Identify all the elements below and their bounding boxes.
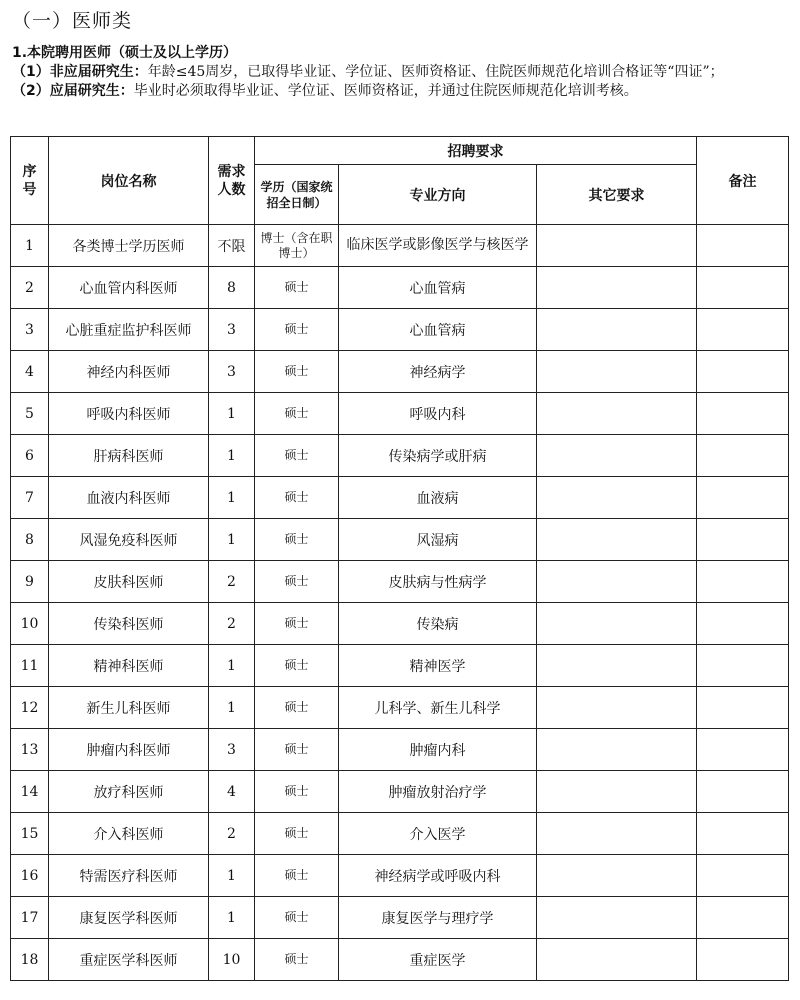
cell-other — [537, 435, 697, 477]
cell-other — [537, 687, 697, 729]
table-row — [11, 351, 789, 393]
cell-remark — [697, 855, 789, 897]
cell-count: 不限 — [209, 225, 255, 267]
intro-block — [12, 44, 792, 101]
cell-seq: 14 — [11, 771, 49, 813]
cell-remark — [697, 729, 789, 771]
cell-post: 心脏重症监护科医师 — [49, 309, 209, 351]
cell-major: 呼吸内科 — [339, 393, 537, 435]
cell-major: 血液病 — [339, 477, 537, 519]
cell-other — [537, 645, 697, 687]
cell-remark — [697, 897, 789, 939]
table-row — [11, 561, 789, 603]
header-post: 岗位名称 — [49, 137, 209, 225]
cell-other — [537, 561, 697, 603]
cell-seq: 1 — [11, 225, 49, 267]
subtitle: 1.本院聘用医师（硕士及以上学历） — [12, 45, 238, 61]
header-edu: 学历（国家统招全日制） — [255, 165, 339, 225]
table-row — [11, 225, 789, 267]
cell-edu: 硕士 — [255, 309, 339, 351]
cell-other — [537, 267, 697, 309]
cell-major: 重症医学 — [339, 939, 537, 981]
table-row — [11, 813, 789, 855]
cell-seq: 13 — [11, 729, 49, 771]
cell-edu: 硕士 — [255, 477, 339, 519]
cell-post: 放疗科医师 — [49, 771, 209, 813]
cell-remark — [697, 603, 789, 645]
cell-remark — [697, 687, 789, 729]
cell-remark — [697, 309, 789, 351]
cell-major: 心血管病 — [339, 267, 537, 309]
cell-count: 1 — [209, 477, 255, 519]
cell-edu: 硕士 — [255, 813, 339, 855]
cell-edu: 硕士 — [255, 939, 339, 981]
section-title: （一）医师类 — [12, 10, 133, 32]
para-1-label: （1）非应届研究生： — [12, 64, 148, 80]
cell-post: 肿瘤内科医师 — [49, 729, 209, 771]
cell-edu: 硕士 — [255, 561, 339, 603]
cell-seq: 16 — [11, 855, 49, 897]
cell-remark — [697, 393, 789, 435]
cell-major: 康复医学与理疗学 — [339, 897, 537, 939]
table-row — [11, 771, 789, 813]
cell-post: 精神科医师 — [49, 645, 209, 687]
cell-edu: 硕士 — [255, 855, 339, 897]
table-row — [11, 939, 789, 981]
cell-remark — [697, 225, 789, 267]
cell-remark — [697, 435, 789, 477]
cell-other — [537, 813, 697, 855]
cell-edu: 硕士 — [255, 393, 339, 435]
cell-edu: 博士（含在职博士） — [255, 225, 339, 267]
header-other: 其它要求 — [537, 165, 697, 225]
cell-post: 肝病科医师 — [49, 435, 209, 477]
cell-remark — [697, 561, 789, 603]
cell-other — [537, 939, 697, 981]
header-major: 专业方向 — [339, 165, 537, 225]
cell-major: 临床医学或影像医学与核医学 — [339, 225, 537, 267]
cell-other — [537, 309, 697, 351]
cell-other — [537, 897, 697, 939]
table-row — [11, 435, 789, 477]
cell-edu: 硕士 — [255, 435, 339, 477]
cell-post: 皮肤科医师 — [49, 561, 209, 603]
cell-edu: 硕士 — [255, 771, 339, 813]
cell-major: 介入医学 — [339, 813, 537, 855]
cell-major: 传染病学或肝病 — [339, 435, 537, 477]
table-row — [11, 645, 789, 687]
cell-major: 皮肤病与性病学 — [339, 561, 537, 603]
header-seq: 序号 — [11, 137, 49, 225]
cell-major: 风湿病 — [339, 519, 537, 561]
cell-seq: 5 — [11, 393, 49, 435]
para-2-label: （2）应届研究生： — [12, 83, 134, 99]
cell-seq: 11 — [11, 645, 49, 687]
table-row — [11, 603, 789, 645]
cell-count: 1 — [209, 645, 255, 687]
cell-count: 3 — [209, 309, 255, 351]
cell-major: 精神医学 — [339, 645, 537, 687]
cell-edu: 硕士 — [255, 519, 339, 561]
cell-post: 风湿免疫科医师 — [49, 519, 209, 561]
table-row — [11, 729, 789, 771]
cell-remark — [697, 351, 789, 393]
cell-seq: 3 — [11, 309, 49, 351]
table-row — [11, 477, 789, 519]
cell-seq: 6 — [11, 435, 49, 477]
cell-other — [537, 603, 697, 645]
cell-count: 10 — [209, 939, 255, 981]
cell-post: 康复医学科医师 — [49, 897, 209, 939]
cell-count: 1 — [209, 687, 255, 729]
cell-edu: 硕士 — [255, 267, 339, 309]
table-row — [11, 267, 789, 309]
para-2-text: 毕业时必须取得毕业证、学位证、医师资格证，并通过住院医师规范化培训考核。 — [133, 83, 638, 99]
recruitment-table — [10, 136, 789, 981]
cell-seq: 12 — [11, 687, 49, 729]
cell-post: 呼吸内科医师 — [49, 393, 209, 435]
cell-count: 8 — [209, 267, 255, 309]
cell-seq: 18 — [11, 939, 49, 981]
cell-seq: 15 — [11, 813, 49, 855]
cell-remark — [697, 477, 789, 519]
cell-other — [537, 225, 697, 267]
table-row — [11, 519, 789, 561]
cell-seq: 2 — [11, 267, 49, 309]
cell-post: 各类博士学历医师 — [49, 225, 209, 267]
table-row — [11, 687, 789, 729]
cell-other — [537, 771, 697, 813]
cell-edu: 硕士 — [255, 603, 339, 645]
cell-count: 4 — [209, 771, 255, 813]
cell-other — [537, 477, 697, 519]
cell-remark — [697, 771, 789, 813]
table-row — [11, 393, 789, 435]
cell-other — [537, 855, 697, 897]
cell-post: 血液内科医师 — [49, 477, 209, 519]
cell-count: 1 — [209, 897, 255, 939]
cell-major: 神经病学或呼吸内科 — [339, 855, 537, 897]
cell-major: 传染病 — [339, 603, 537, 645]
cell-remark — [697, 519, 789, 561]
cell-major: 神经病学 — [339, 351, 537, 393]
cell-other — [537, 519, 697, 561]
table-body — [11, 225, 789, 981]
cell-edu: 硕士 — [255, 351, 339, 393]
cell-edu: 硕士 — [255, 687, 339, 729]
cell-remark — [697, 939, 789, 981]
cell-remark — [697, 645, 789, 687]
cell-seq: 4 — [11, 351, 49, 393]
cell-count: 1 — [209, 855, 255, 897]
cell-count: 2 — [209, 603, 255, 645]
cell-count: 2 — [209, 561, 255, 603]
header-count: 需求人数 — [209, 137, 255, 225]
cell-post: 特需医疗科医师 — [49, 855, 209, 897]
cell-seq: 9 — [11, 561, 49, 603]
cell-post: 神经内科医师 — [49, 351, 209, 393]
cell-count: 3 — [209, 351, 255, 393]
cell-post: 传染科医师 — [49, 603, 209, 645]
cell-count: 1 — [209, 435, 255, 477]
cell-count: 2 — [209, 813, 255, 855]
cell-other — [537, 351, 697, 393]
cell-post: 介入科医师 — [49, 813, 209, 855]
cell-seq: 10 — [11, 603, 49, 645]
para-1-text: 年龄≤45周岁，已取得毕业证、学位证、医师资格证、住院医师规范化培训合格证等“四证”； — [147, 64, 724, 80]
table-row — [11, 309, 789, 351]
table-row — [11, 855, 789, 897]
cell-edu: 硕士 — [255, 729, 339, 771]
cell-seq: 17 — [11, 897, 49, 939]
cell-seq: 7 — [11, 477, 49, 519]
cell-other — [537, 729, 697, 771]
cell-edu: 硕士 — [255, 645, 339, 687]
cell-count: 1 — [209, 519, 255, 561]
cell-major: 心血管病 — [339, 309, 537, 351]
cell-post: 重症医学科医师 — [49, 939, 209, 981]
cell-seq: 8 — [11, 519, 49, 561]
cell-major: 肿瘤放射治疗学 — [339, 771, 537, 813]
cell-major: 肿瘤内科 — [339, 729, 537, 771]
table-row — [11, 897, 789, 939]
cell-other — [537, 393, 697, 435]
cell-post: 新生儿科医师 — [49, 687, 209, 729]
cell-count: 1 — [209, 393, 255, 435]
cell-edu: 硕士 — [255, 897, 339, 939]
cell-major: 儿科学、新生儿科学 — [339, 687, 537, 729]
header-recruit: 招聘要求 — [255, 137, 697, 165]
cell-remark — [697, 267, 789, 309]
cell-count: 3 — [209, 729, 255, 771]
para-2 — [12, 82, 792, 101]
header-remark: 备注 — [697, 137, 789, 225]
cell-post: 心血管内科医师 — [49, 267, 209, 309]
cell-remark — [697, 813, 789, 855]
para-1 — [12, 63, 792, 82]
